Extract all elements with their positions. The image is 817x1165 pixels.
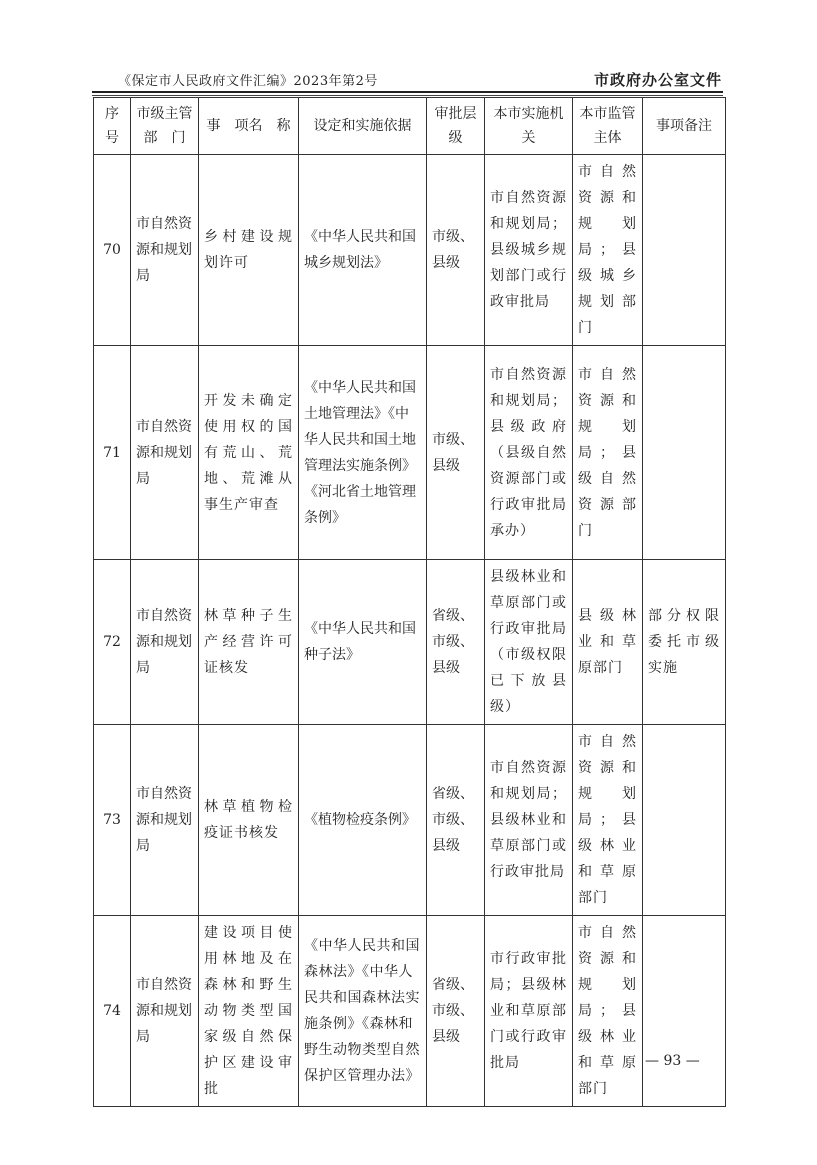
row-dept: 市自然资源和规划局: [131, 346, 199, 560]
row-level: 市级、县级: [427, 346, 485, 560]
row-item: 开发未确定使用权的国有荒山、荒地、荒滩从事生产审查: [199, 346, 299, 560]
row-supervisor: 市自然资源和规划局；县级林业和草原部门: [573, 916, 643, 1107]
office-document-label: 市政府办公室文件: [594, 71, 723, 89]
table-row: [94, 725, 726, 916]
row-item: 林草种子生产经营许可证核发: [199, 560, 299, 725]
row-no: 72: [94, 560, 131, 725]
row-supervisor: 市自然资源和规划局；县级城乡规划部门: [573, 155, 643, 346]
row-level: 省级、市级、县级: [427, 916, 485, 1107]
header-agency: 本市实施机关: [485, 98, 573, 155]
row-agency: 市自然资源和规划局；县级林业和草原部门或行政审批局: [485, 725, 573, 916]
header-no: 序号: [94, 98, 131, 155]
table-row: [94, 916, 726, 1107]
row-basis: 《中华人民共和国城乡规划法》: [299, 155, 427, 346]
row-item: 林草植物检疫证书核发: [199, 725, 299, 916]
row-no: 73: [94, 725, 131, 916]
row-no: 74: [94, 916, 131, 1107]
row-note: 部分权限委托市级实施: [643, 560, 726, 725]
header-rule: [92, 91, 723, 93]
row-basis: 《植物检疫条例》: [299, 725, 427, 916]
row-supervisor: 县级林业和草原部门: [573, 560, 643, 725]
administrative-items-table: [93, 97, 726, 1107]
table-header-row: [94, 98, 726, 155]
row-agency: 市自然资源和规划局；县级政府（县级自然资源部门或行政审批局承办）: [485, 346, 573, 560]
row-no: 71: [94, 346, 131, 560]
row-level: 省级、市级、县级: [427, 560, 485, 725]
row-no: 70: [94, 155, 131, 346]
table-row: [94, 560, 726, 725]
table-row: [94, 155, 726, 346]
header-level: 审批层级: [427, 98, 485, 155]
page-number: — 93 —: [645, 1053, 700, 1069]
header-basis: 设定和实施依据: [299, 98, 427, 155]
row-dept: 市自然资源和规划局: [131, 560, 199, 725]
row-dept: 市自然资源和规划局: [131, 155, 199, 346]
row-note: [643, 725, 726, 916]
row-basis: 《中华人民共和国森林法》《中华人民共和国森林法实施条例》《森林和野生动物类型自然保护区管理办法》: [299, 916, 427, 1107]
row-supervisor: 市自然资源和规划局；县级林业和草原部门: [573, 725, 643, 916]
header-item: 事 项名 称: [199, 98, 299, 155]
row-dept: 市自然资源和规划局: [131, 916, 199, 1107]
row-agency: 市自然资源和规划局；县级城乡规划部门或行政审批局: [485, 155, 573, 346]
row-supervisor: 市自然资源和规划局；县级自然资源部门: [573, 346, 643, 560]
row-level: 市级、县级: [427, 155, 485, 346]
row-item: 建设项目使用林地及在森林和野生动物类型国家级自然保护区建设审批: [199, 916, 299, 1107]
row-dept: 市自然资源和规划局: [131, 725, 199, 916]
header-supervisor: 本市监管主体: [573, 98, 643, 155]
header-note: 事项备注: [643, 98, 726, 155]
row-basis: 《中华人民共和国种子法》: [299, 560, 427, 725]
row-level: 省级、市级、县级: [427, 725, 485, 916]
header-dept: 市级主管部 门: [131, 98, 199, 155]
table-row: [94, 346, 726, 560]
row-basis: 《中华人民共和国土地管理法》《中华人民共和国土地管理法实施条例》《河北省土地管理条例》: [299, 346, 427, 560]
row-agency: 县级林业和草原部门或行政审批局（市级权限已下放县级）: [485, 560, 573, 725]
row-item: 乡村建设规划许可: [199, 155, 299, 346]
document-series-title: 《保定市人民政府文件汇编》2023年第2号: [118, 74, 378, 89]
row-note: [643, 346, 726, 560]
header-rule-thin: [92, 95, 723, 96]
row-note: [643, 155, 726, 346]
row-note: [643, 916, 726, 1107]
row-agency: 市行政审批局；县级林业和草原部门或行政审批局: [485, 916, 573, 1107]
